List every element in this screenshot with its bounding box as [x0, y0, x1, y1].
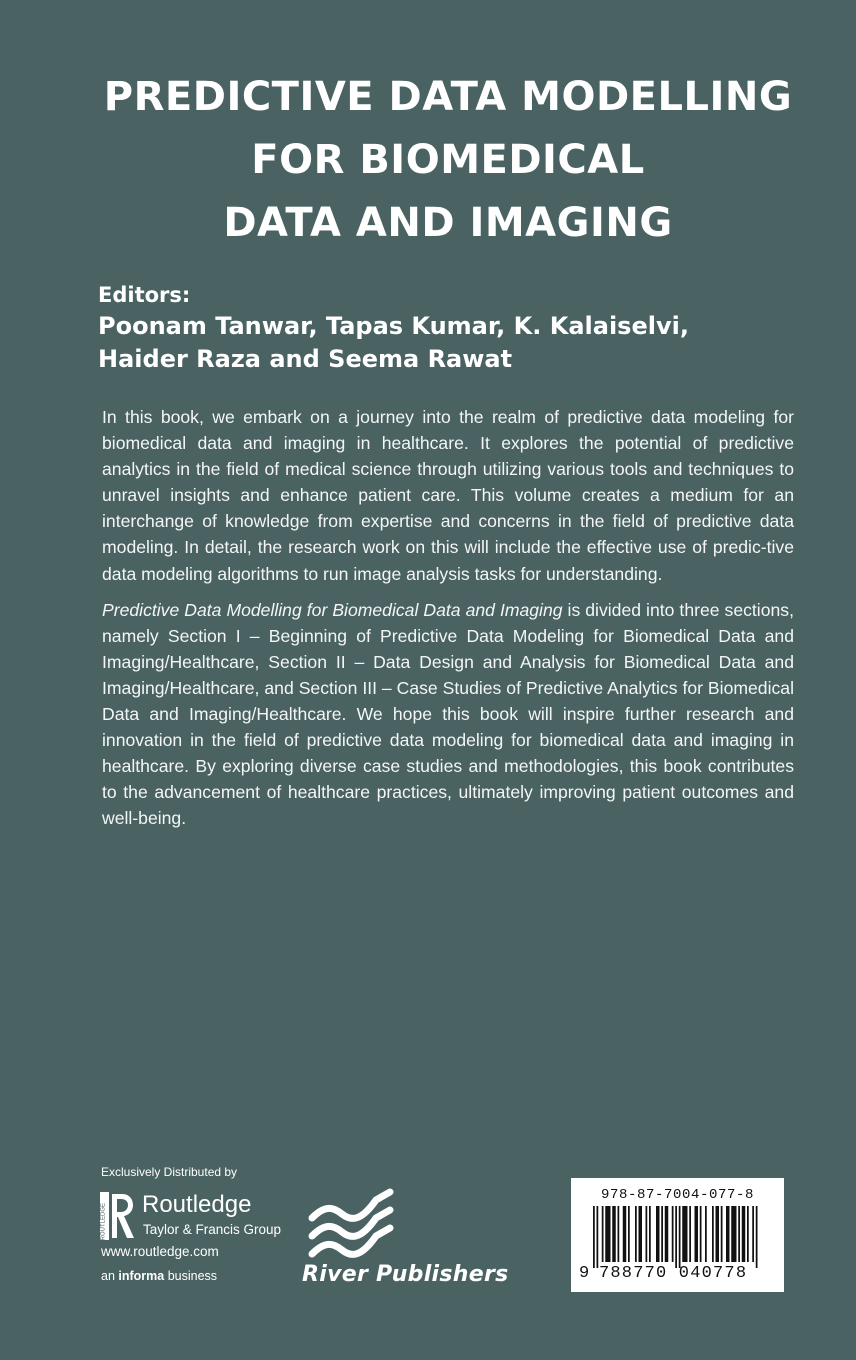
description-paragraph-1: In this book, we embark on a journey into the realm of predictive data modeling for biomedical data and imaging in healthcare. It explores the potential of predictive analytics in the field of medical science through utilizing various tools and techniques to unravel insights and enhance patient care. This volume creates a medium for an interchange of knowledge from expertise and concerns in the field of predictive data modeling. In detail, the research work on this will include the effective use of predic-tive data modeling algorithms to run image analysis tasks for understanding.	[102, 407, 794, 584]
routledge-logo-icon	[100, 1192, 136, 1240]
svg-text:ROUTLEDGE: ROUTLEDGE	[100, 1202, 107, 1240]
isbn-barcode	[571, 1178, 784, 1292]
distribution-label: Exclusively Distributed by	[101, 1165, 238, 1179]
isbn-remaining-digits: 788770 040778	[599, 1264, 748, 1283]
routledge-block	[100, 1192, 290, 1288]
title-line-2: FOR BIOMEDICAL	[251, 137, 645, 183]
editors-names-line-2: Haider Raza and Seema Rawat	[98, 345, 513, 373]
routledge-subtitle: Taylor & Francis Group	[143, 1222, 282, 1237]
river-waves-icon	[306, 1188, 396, 1260]
description-paragraph-2	[102, 597, 794, 832]
editors-names	[98, 310, 689, 376]
routledge-url: www.routledge.com	[101, 1244, 219, 1259]
river-publishers-block	[302, 1185, 517, 1295]
informa-line: an informa business	[101, 1269, 218, 1283]
book-description	[102, 404, 794, 842]
description-paragraph-2-text: is divided into three sections, namely Section I – Beginning of Predictive Data Modeling for Biomedical Data and Imaging/Healthcare, Section II – Data Design and Analysis for Biomedical Data and Imaging/Healthcare, and Section III – Case Studies of Predictive Analytics for Biomedical Data and Imaging/Healthcare. We hope this book will inspire further research and innovation in the field of predictive data modeling for biomedical data and imaging in healthcare. By exploring diverse case studies and methodologies, this book contributes to the advancement of healthcare practices, ultimately improving patient outcomes and well-being.	[102, 599, 794, 829]
book-title-italic: Predictive Data Modelling for Biomedical Data and Imaging	[102, 599, 563, 620]
book-title	[0, 66, 856, 255]
publisher-name: River Publishers	[302, 1262, 509, 1287]
editors-block	[98, 280, 689, 376]
editors-names-line-1: Poonam Tanwar, Tapas Kumar, K. Kalaiselvi,	[98, 312, 689, 340]
isbn-first-digit: 9	[579, 1264, 590, 1283]
title-line-1: PREDICTIVE DATA MODELLING	[103, 74, 793, 120]
title-line-3: DATA AND IMAGING	[223, 200, 673, 246]
barcode-bars	[593, 1206, 769, 1268]
editors-label: Editors:	[98, 283, 191, 307]
isbn-top-text: 978-87-7004-077-8	[600, 1187, 755, 1203]
routledge-name: Routledge	[142, 1191, 252, 1218]
